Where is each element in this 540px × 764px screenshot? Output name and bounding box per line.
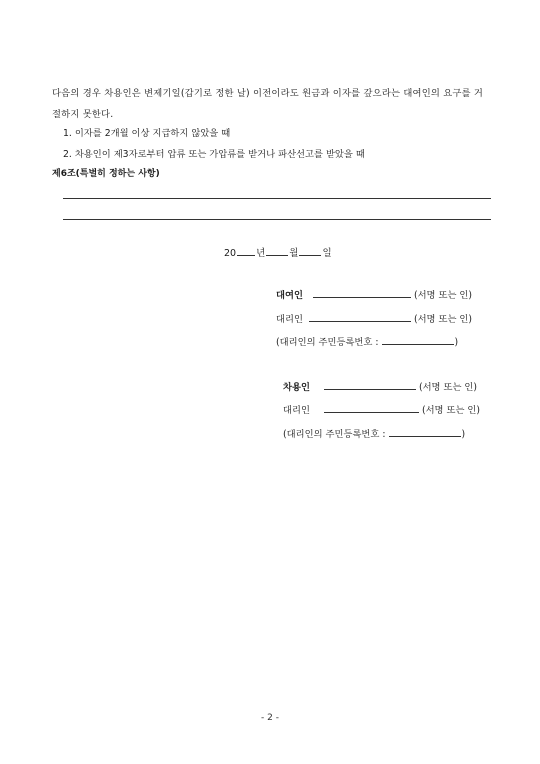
borrower-agent-label: 대리인 [283, 405, 310, 416]
lender-signature-row [276, 287, 472, 303]
section-title-article-6: 제6조(특별히 정하는 사항) [52, 169, 160, 179]
borrower-agent-id-close: ) [461, 429, 466, 440]
borrower-agent-id-label: (대리인의 주민등록번호 : [283, 429, 386, 440]
borrower-signature-note: (서명 또는 인) [418, 382, 478, 393]
borrower-signature-line[interactable] [324, 379, 416, 390]
borrower-agent-signature-line[interactable] [324, 402, 419, 413]
lender-agent-id-label: (대리인의 주민등록번호 : [276, 337, 379, 348]
borrower-label: 차용인 [283, 382, 310, 393]
special-terms-line-2[interactable] [63, 219, 491, 220]
borrower-agent-row [283, 402, 480, 418]
lender-signature-note: (서명 또는 인) [413, 290, 473, 301]
borrower-signature-row [283, 379, 477, 395]
special-terms-line-1[interactable] [63, 198, 491, 199]
page-number: - 2 - [261, 713, 279, 723]
contract-date [224, 245, 332, 261]
lender-agent-row [276, 311, 472, 327]
date-day-label: 일 [322, 248, 332, 259]
lender-agent-id-line[interactable] [382, 334, 454, 345]
date-month-blank[interactable] [266, 245, 288, 256]
date-year-blank[interactable] [237, 245, 255, 256]
lender-signature-line[interactable] [313, 287, 411, 298]
lender-agent-id-row [276, 334, 458, 350]
date-day-blank[interactable] [299, 245, 321, 256]
lender-agent-label: 대리인 [276, 314, 303, 325]
borrower-agent-signature-note: (서명 또는 인) [421, 405, 481, 416]
lender-agent-signature-line[interactable] [309, 311, 411, 322]
date-month-label: 월 [289, 248, 299, 259]
condition-item-1: 1. 이자를 2개월 이상 지급하지 않았을 때 [63, 128, 231, 139]
lender-agent-id-close: ) [454, 337, 459, 348]
lender-agent-signature-note: (서명 또는 인) [413, 314, 473, 325]
condition-item-2: 2. 차용인이 제3자로부터 압류 또는 가압류를 받거나 파산선고를 받았을 때 [63, 149, 365, 160]
date-century: 20 [224, 248, 237, 259]
borrower-agent-id-line[interactable] [389, 426, 461, 437]
early-repayment-paragraph: 다음의 경우 차용인은 변제기일(갑기로 정한 날) 이전이라도 원금과 이자를 갚으라는 대여인의 요구를 거절하지 못한다. [52, 88, 484, 120]
lender-label: 대여인 [276, 290, 303, 301]
date-year-label: 년 [256, 248, 266, 259]
borrower-agent-id-row [283, 426, 465, 442]
